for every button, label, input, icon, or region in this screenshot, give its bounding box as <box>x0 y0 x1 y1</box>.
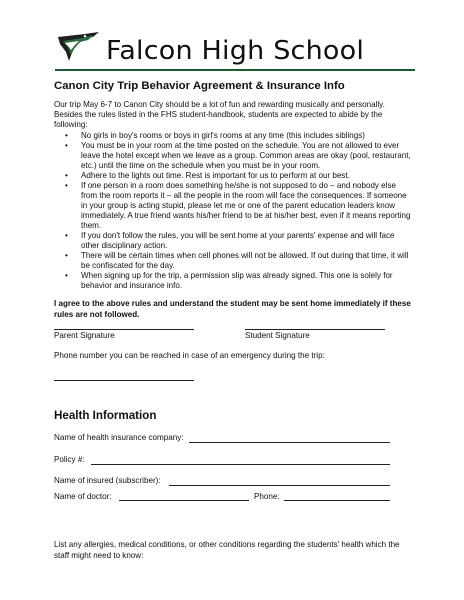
health-heading: Health Information <box>54 409 157 422</box>
insurance-company-label: Name of health insurance company: <box>54 433 184 442</box>
rule-item: • When signing up for the trip, a permission slip was already signed. This one is solely for behavior and insurance info. <box>54 271 414 291</box>
insurance-company-field[interactable] <box>189 442 390 443</box>
student-signature-label: Student Signature <box>245 331 310 340</box>
rule-item: • If you don't follow the rules, you will be sent home at your parents' expense and will face other disciplinary action. <box>54 231 414 251</box>
insured-name-field[interactable] <box>169 485 390 486</box>
insured-name-label: Name of insured (subscriber): <box>54 476 161 485</box>
policy-number-label: Policy #: <box>54 455 85 464</box>
policy-number-field[interactable] <box>91 464 390 465</box>
rule-item: • You must be in your room at the time posted on the schedule. You are not allowed to ever leave the hotel except when we leave as a group. Common areas are okay (pool, restaurant, etc.) until the time on the schedule when you must be in your room. <box>54 141 414 171</box>
emergency-phone-line[interactable] <box>54 380 194 381</box>
school-name: Falcon High School <box>106 36 365 66</box>
rule-item: • There will be certain times when cell phones will not be allowed. If out during that time, it will be confiscated for the day. <box>54 251 414 271</box>
emergency-phone-prompt: Phone number you can be reached in case of an emergency during the trip: <box>54 351 325 360</box>
page-title: Canon City Trip Behavior Agreement & Insurance Info <box>54 80 345 92</box>
falcon-logo-icon <box>55 31 101 65</box>
doctor-phone-label: Phone: <box>254 492 280 501</box>
rule-item: • Adhere to the lights out time. Rest is important for us to perform at our best. <box>54 171 414 181</box>
parent-signature-line[interactable] <box>54 329 194 330</box>
intro-paragraph: Our trip May 6-7 to Canon City should be a lot of fun and rewarding musically and personally. Besides the rules listed in the FHS student-handbook, students are expected to abide by the following: <box>54 100 385 129</box>
header-divider <box>55 69 415 71</box>
allergy-prompt: List any allergies, medical conditions, or other conditions regarding the students' health which the staff might need to know: <box>54 540 400 560</box>
doctor-phone-field[interactable] <box>284 500 390 501</box>
rule-item: • No girls in boy's rooms or boys in girl's rooms at any time (this includes siblings) <box>54 131 414 141</box>
rule-item: • If one person in a room does something he/she is not supposed to do – and nobody else from the room reports it – all the people in the room will face the consequences. If someone in your group is acting stupid, please let me or one of the parent education leaders know immediately. A true friend wants his/her friend to be at his/her best, even if it means reporting them. <box>54 181 414 231</box>
doctor-name-field[interactable] <box>119 500 249 501</box>
doctor-name-label: Name of doctor: <box>54 492 112 501</box>
rules-list <box>54 131 414 291</box>
parent-signature-label: Parent Signature <box>54 331 115 340</box>
student-signature-line[interactable] <box>245 329 385 330</box>
agreement-statement: I agree to the above rules and understand the student may be sent home immediately if these rules are not followed. <box>54 299 411 319</box>
